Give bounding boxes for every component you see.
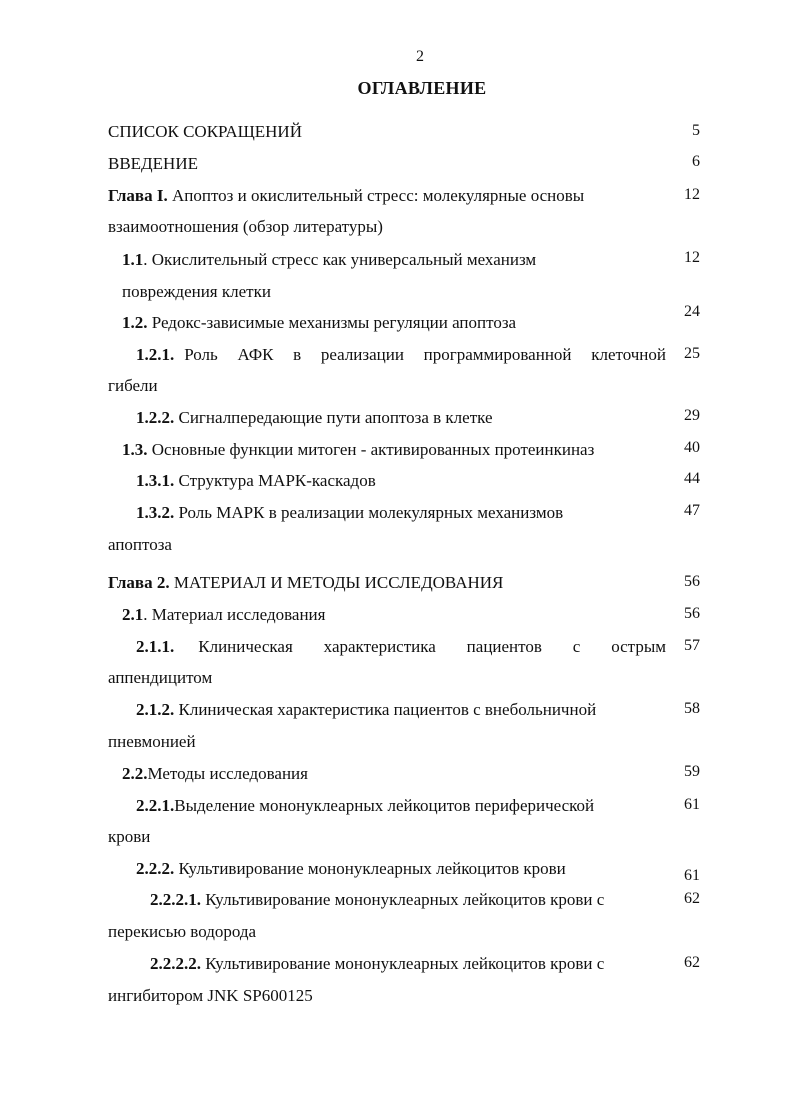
toc-entry-continuation: гибели	[108, 376, 158, 395]
toc-entry-2-1-2[interactable]	[136, 700, 596, 720]
toc-page-number: 59	[684, 763, 700, 780]
toc-entry-chapter-2[interactable]	[108, 573, 503, 593]
toc-entry-text: Роль МАРК в реализации молекулярных механизмов	[174, 503, 564, 522]
toc-entry-text: . Материал исследования	[143, 605, 326, 624]
toc-entry-number: 1.3.1.	[136, 471, 175, 490]
toc-entry-text: МАТЕРИАЛ И МЕТОДЫ ИССЛЕДОВАНИЯ	[169, 573, 504, 592]
toc-entry-text: Структура МАРК-каскадов	[174, 471, 376, 490]
toc-entry-2-1-1[interactable]	[136, 637, 666, 657]
toc-entry-text: Культивирование мононуклеарных лейкоцитов крови	[174, 859, 566, 878]
toc-entry-2-1[interactable]	[122, 605, 325, 625]
toc-entry-continuation: ингибитором JNK SP600125	[108, 986, 313, 1005]
toc-entry-text: Клиническая характеристика пациентов с внебольничной	[174, 700, 597, 719]
toc-entry-number: 2.2.1.	[136, 796, 175, 815]
toc-entry-continuation: аппендицитом	[108, 668, 213, 687]
toc-entry-chapter-1[interactable]	[108, 186, 584, 206]
toc-entry-text: . Окислительный стресс как универсальный механизм	[143, 250, 537, 269]
toc-entry-number: 2.1.2.	[136, 700, 175, 719]
toc-entry-abbreviations[interactable]	[108, 122, 302, 142]
toc-entry-1-3-2[interactable]	[136, 503, 563, 523]
toc-page-number: 61	[684, 796, 700, 813]
toc-page-number: 56	[684, 605, 700, 622]
toc-entry-number: 2.2.2.	[136, 859, 175, 878]
toc-entry-text: Сигналпередающие пути апоптоза в клетке	[174, 408, 493, 427]
toc-entry-continuation: повреждения клетки	[122, 282, 271, 301]
toc-page-number: 62	[684, 890, 700, 907]
toc-entry-continuation: крови	[108, 827, 151, 846]
toc-entry-number: 2.1.1.	[136, 637, 175, 656]
toc-page-number: 29	[684, 407, 700, 424]
page-number: 2	[416, 48, 424, 65]
toc-entry-number: Глава I.	[108, 186, 168, 205]
toc-entry-1-2[interactable]	[122, 313, 516, 333]
toc-page-number: 12	[684, 249, 700, 266]
toc-entry-1-3-1[interactable]	[136, 471, 376, 491]
toc-page-number: 44	[684, 470, 700, 487]
toc-entry-number: 2.2.	[122, 764, 148, 783]
toc-page-number: 24	[684, 303, 700, 320]
toc-page-number: 25	[684, 345, 700, 362]
page-title: ОГЛАВЛЕНИЕ	[357, 78, 487, 98]
toc-entry-text: Основные функции митоген - активированных протеинкиназ	[147, 440, 595, 459]
toc-entry-text: Методы исследования	[147, 764, 308, 783]
toc-entry-number: 1.3.2.	[136, 503, 175, 522]
toc-page-number: 47	[684, 502, 700, 519]
toc-entry-text: Выделение мононуклеарных лейкоцитов периферической	[174, 796, 595, 815]
toc-entry-number: 2.2.2.1.	[150, 890, 201, 909]
toc-entry-2-2-2[interactable]	[136, 859, 566, 879]
toc-entry-text: Роль АФК в реализации программированной клеточной	[184, 345, 666, 364]
toc-entry-1-3[interactable]	[122, 440, 594, 460]
toc-entry-2-2-2-2[interactable]	[150, 954, 604, 974]
toc-page-number: 62	[684, 954, 700, 971]
toc-entry-1-1[interactable]	[122, 250, 536, 270]
toc-entry-number: 1.2.	[122, 313, 148, 332]
toc-entry-text: Редокс-зависимые механизмы регуляции апоптоза	[147, 313, 517, 332]
toc-page-number: 40	[684, 439, 700, 456]
toc-entry-continuation: взаимоотношения (обзор литературы)	[108, 217, 383, 236]
toc-entry-number: Глава 2.	[108, 573, 170, 592]
toc-entry-number: 1.2.1.	[136, 345, 175, 364]
toc-entry-number: 2.1	[122, 605, 144, 624]
toc-page-number: 12	[684, 186, 700, 203]
toc-entry-text: Культивирование мононуклеарных лейкоцитов крови с	[201, 954, 605, 973]
toc-page-number: 5	[692, 122, 700, 139]
toc-entry-number: 1.1	[122, 250, 144, 269]
toc-entry-2-2-2-1[interactable]	[150, 890, 604, 910]
toc-entry-continuation: перекисью водорода	[108, 922, 257, 941]
toc-page-number: 56	[684, 573, 700, 590]
toc-entry-1-2-2[interactable]	[136, 408, 493, 428]
toc-entry-continuation: пневмонией	[108, 732, 196, 751]
toc-entry-text: Клиническая характеристика пациентов с острым	[198, 637, 666, 656]
toc-entry-2-2-1[interactable]	[136, 796, 594, 816]
toc-entry-continuation: апоптоза	[108, 535, 172, 554]
toc-entry-number: 1.2.2.	[136, 408, 175, 427]
toc-page-number: 57	[684, 637, 700, 654]
toc-page-number: 58	[684, 700, 700, 717]
toc-page-number: 6	[692, 153, 700, 170]
toc-entry-2-2[interactable]	[122, 764, 308, 784]
toc-entry-1-2-1[interactable]	[136, 345, 666, 365]
toc-entry-number: 1.3.	[122, 440, 148, 459]
toc-entry-number: 2.2.2.2.	[150, 954, 201, 973]
toc-page-number: 61	[684, 867, 700, 884]
toc-entry-text: Культивирование мононуклеарных лейкоцитов крови с	[201, 890, 605, 909]
toc-entry-text: СПИСОК СОКРАЩЕНИЙ	[108, 122, 302, 141]
toc-entry-text: ВВЕДЕНИЕ	[108, 154, 198, 173]
toc-entry-text: Апоптоз и окислительный стресс: молекулярные основы	[167, 186, 585, 205]
toc-entry-introduction[interactable]	[108, 154, 198, 174]
